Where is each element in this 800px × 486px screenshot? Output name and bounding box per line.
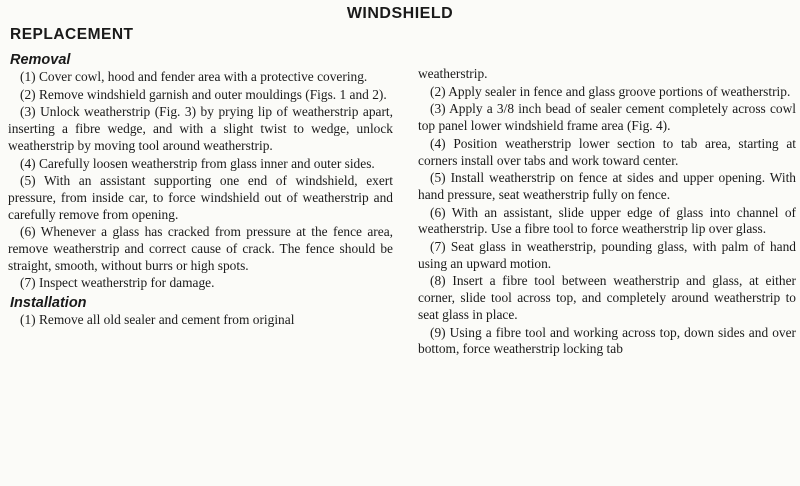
left-column [8,52,393,330]
removal-step-2: (2) Remove windshield garnish and outer mouldings (Figs. 1 and 2). [20,86,387,102]
removal-step-4: (4) Carefully loosen weatherstrip from glass inner and outer sides. [20,155,375,171]
installation-step-1: (1) Remove all old sealer and cement from original [20,312,295,328]
section-heading: REPLACEMENT [10,26,134,43]
installation-step-6: (6) With an assistant, slide upper edge of glass into channel of weatherstrip. Use a fibre tool to force weatherstrip lip over glass. [418,204,796,237]
installation-step-9: (9) Using a fibre tool and working across top, down sides and over bottom, force weatherstrip locking tab [418,324,796,357]
removal-heading: Removal [10,52,71,68]
installation-step-4: (4) Position weatherstrip lower section to tab area, starting at corners install over tabs and work toward center. [418,135,796,168]
page-title: WINDSHIELD [346,5,454,22]
removal-step-1: (1) Cover cowl, hood and fender area with a protective covering. [20,69,368,84]
installation-step-5: (5) Install weatherstrip on fence at sides and upper opening. With hand pressure, seat weatherstrip fully on fence. [418,170,796,202]
installation-step-8: (8) Insert a fibre tool between weatherstrip and glass, at either corner, slide tool across top, and completely around weatherstrip to seat glass in place. [418,273,796,322]
installation-step-1-continued: weatherstrip. [418,66,488,81]
installation-step-7: (7) Seat glass in weatherstrip, pounding glass, with palm of hand using an upward motion. [418,239,796,271]
removal-step-5: (5) With an assistant supporting one end of windshield, exert pressure, from inside car, to force windshield out of weatherstrip and carefully remove from opening. [8,173,393,222]
removal-step-7: (7) Inspect weatherstrip for damage. [20,275,215,291]
installation-heading: Installation [10,295,87,312]
installation-step-2: (2) Apply sealer in fence and glass groove portions of weatherstrip. [430,83,791,99]
removal-step-6: (6) Whenever a glass has cracked from pressure at the fence area, remove weatherstrip and correct cause of crack. The fence should be straight, smooth, without burrs or high spots. [8,224,393,273]
removal-step-3: (3) Unlock weatherstrip (Fig. 3) by prying lip of weatherstrip apart, inserting a fibre wedge, and with a slight twist to wedge, unlock weatherstrip by moving tool around weatherstrip. [8,104,393,153]
right-column [418,66,796,359]
installation-step-3: (3) Apply a 3/8 inch bead of sealer cement completely across cowl top panel lower windshield frame area (Fig. 4). [418,101,796,134]
